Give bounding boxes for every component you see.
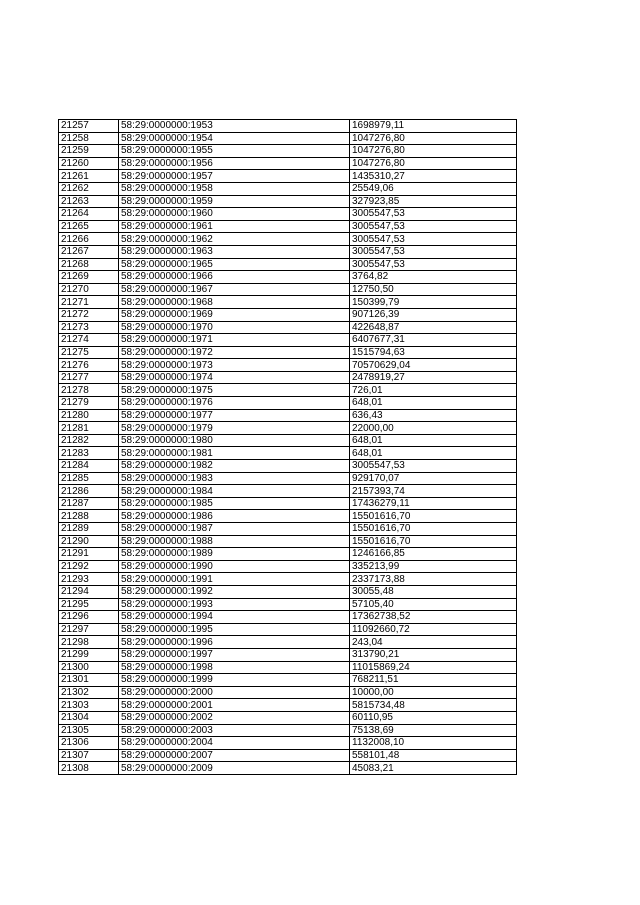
value-cell: 22000,00	[350, 422, 517, 435]
cadastral-number-cell: 58:29:0000000:1984	[119, 485, 350, 498]
row-number-cell: 21272	[59, 308, 119, 321]
table-row	[59, 699, 517, 712]
table-row	[59, 271, 517, 284]
cadastral-number-cell: 58:29:0000000:1977	[119, 409, 350, 422]
row-number-cell: 21305	[59, 724, 119, 737]
cadastral-number-cell: 58:29:0000000:1983	[119, 472, 350, 485]
table-row	[59, 170, 517, 183]
cadastral-number-cell: 58:29:0000000:1963	[119, 245, 350, 258]
row-number-cell: 21285	[59, 472, 119, 485]
cadastral-number-cell: 58:29:0000000:1966	[119, 271, 350, 284]
row-number-cell: 21279	[59, 397, 119, 410]
value-cell: 6407677,31	[350, 334, 517, 347]
row-number-cell: 21293	[59, 573, 119, 586]
cadastral-number-cell: 58:29:0000000:1998	[119, 661, 350, 674]
row-number-cell: 21264	[59, 208, 119, 221]
cadastral-number-cell: 58:29:0000000:1961	[119, 220, 350, 233]
table-row	[59, 636, 517, 649]
row-number-cell: 21308	[59, 762, 119, 775]
table-row	[59, 195, 517, 208]
table-row	[59, 157, 517, 170]
table-row	[59, 409, 517, 422]
value-cell: 313790,21	[350, 648, 517, 661]
cadastral-number-cell: 58:29:0000000:1995	[119, 623, 350, 636]
value-cell: 327923,85	[350, 195, 517, 208]
value-cell: 929170,07	[350, 472, 517, 485]
value-cell: 2337173,88	[350, 573, 517, 586]
cadastral-number-cell: 58:29:0000000:2003	[119, 724, 350, 737]
row-number-cell: 21266	[59, 233, 119, 246]
cadastral-number-cell: 58:29:0000000:1982	[119, 460, 350, 473]
row-number-cell: 21261	[59, 170, 119, 183]
row-number-cell: 21292	[59, 560, 119, 573]
table-row	[59, 120, 517, 133]
table-row	[59, 245, 517, 258]
table-row	[59, 573, 517, 586]
value-cell: 422648,87	[350, 321, 517, 334]
table-row	[59, 749, 517, 762]
row-number-cell: 21306	[59, 737, 119, 750]
table-row	[59, 485, 517, 498]
cadastral-number-cell: 58:29:0000000:1955	[119, 145, 350, 158]
table-row	[59, 460, 517, 473]
row-number-cell: 21291	[59, 548, 119, 561]
row-number-cell: 21303	[59, 699, 119, 712]
value-cell: 57105,40	[350, 598, 517, 611]
value-cell: 636,43	[350, 409, 517, 422]
value-cell: 1047276,80	[350, 145, 517, 158]
table-row	[59, 283, 517, 296]
table-row	[59, 472, 517, 485]
table-row	[59, 724, 517, 737]
row-number-cell: 21298	[59, 636, 119, 649]
value-cell: 558101,48	[350, 749, 517, 762]
row-number-cell: 21294	[59, 585, 119, 598]
table-row	[59, 145, 517, 158]
cadastral-value-table	[58, 119, 517, 775]
row-number-cell: 21274	[59, 334, 119, 347]
cadastral-number-cell: 58:29:0000000:1999	[119, 674, 350, 687]
cadastral-number-cell: 58:29:0000000:2001	[119, 699, 350, 712]
row-number-cell: 21304	[59, 711, 119, 724]
table-row	[59, 674, 517, 687]
row-number-cell: 21302	[59, 686, 119, 699]
value-cell: 15501616,70	[350, 510, 517, 523]
row-number-cell: 21296	[59, 611, 119, 624]
table-row	[59, 762, 517, 775]
table-row	[59, 182, 517, 195]
cadastral-number-cell: 58:29:0000000:1960	[119, 208, 350, 221]
value-cell: 648,01	[350, 397, 517, 410]
table-body	[59, 120, 517, 775]
table-row	[59, 384, 517, 397]
cadastral-number-cell: 58:29:0000000:1953	[119, 120, 350, 133]
row-number-cell: 21278	[59, 384, 119, 397]
row-number-cell: 21277	[59, 371, 119, 384]
row-number-cell: 21301	[59, 674, 119, 687]
table-row	[59, 623, 517, 636]
row-number-cell: 21280	[59, 409, 119, 422]
row-number-cell: 21297	[59, 623, 119, 636]
cadastral-number-cell: 58:29:0000000:1993	[119, 598, 350, 611]
cadastral-number-cell: 58:29:0000000:1974	[119, 371, 350, 384]
table-row	[59, 661, 517, 674]
cadastral-number-cell: 58:29:0000000:1990	[119, 560, 350, 573]
row-number-cell: 21289	[59, 523, 119, 536]
value-cell: 60110,95	[350, 711, 517, 724]
table-row	[59, 711, 517, 724]
value-cell: 1515794,63	[350, 346, 517, 359]
table-row	[59, 346, 517, 359]
value-cell: 3005547,53	[350, 220, 517, 233]
value-cell: 243,04	[350, 636, 517, 649]
table-row	[59, 308, 517, 321]
value-cell: 25549,06	[350, 182, 517, 195]
table-row	[59, 334, 517, 347]
cadastral-number-cell: 58:29:0000000:2002	[119, 711, 350, 724]
table-row	[59, 548, 517, 561]
row-number-cell: 21287	[59, 497, 119, 510]
table-row	[59, 371, 517, 384]
table-row	[59, 208, 517, 221]
table-row	[59, 560, 517, 573]
cadastral-number-cell: 58:29:0000000:1957	[119, 170, 350, 183]
cadastral-number-cell: 58:29:0000000:1981	[119, 447, 350, 460]
row-number-cell: 21265	[59, 220, 119, 233]
value-cell: 648,01	[350, 447, 517, 460]
row-number-cell: 21268	[59, 258, 119, 271]
table-row	[59, 132, 517, 145]
value-cell: 1047276,80	[350, 157, 517, 170]
cadastral-number-cell: 58:29:0000000:1972	[119, 346, 350, 359]
table-row	[59, 648, 517, 661]
row-number-cell: 21262	[59, 182, 119, 195]
cadastral-number-cell: 58:29:0000000:1971	[119, 334, 350, 347]
value-cell: 1246166,85	[350, 548, 517, 561]
table-row	[59, 585, 517, 598]
row-number-cell: 21271	[59, 296, 119, 309]
value-cell: 1132008,10	[350, 737, 517, 750]
row-number-cell: 21273	[59, 321, 119, 334]
table-row	[59, 535, 517, 548]
row-number-cell: 21276	[59, 359, 119, 372]
table-row	[59, 447, 517, 460]
value-cell: 3005547,53	[350, 460, 517, 473]
value-cell: 15501616,70	[350, 535, 517, 548]
value-cell: 1435310,27	[350, 170, 517, 183]
row-number-cell: 21263	[59, 195, 119, 208]
table-row	[59, 233, 517, 246]
cadastral-number-cell: 58:29:0000000:1958	[119, 182, 350, 195]
row-number-cell: 21259	[59, 145, 119, 158]
row-number-cell: 21257	[59, 120, 119, 133]
value-cell: 2157393,74	[350, 485, 517, 498]
value-cell: 2478919,27	[350, 371, 517, 384]
table-row	[59, 523, 517, 536]
cadastral-number-cell: 58:29:0000000:1996	[119, 636, 350, 649]
cadastral-number-cell: 58:29:0000000:1956	[119, 157, 350, 170]
row-number-cell: 21270	[59, 283, 119, 296]
cadastral-number-cell: 58:29:0000000:1985	[119, 497, 350, 510]
cadastral-number-cell: 58:29:0000000:1992	[119, 585, 350, 598]
value-cell: 1047276,80	[350, 132, 517, 145]
cadastral-number-cell: 58:29:0000000:2009	[119, 762, 350, 775]
value-cell: 1698979,11	[350, 120, 517, 133]
row-number-cell: 21260	[59, 157, 119, 170]
value-cell: 11015869,24	[350, 661, 517, 674]
cadastral-number-cell: 58:29:0000000:1954	[119, 132, 350, 145]
value-cell: 30055,48	[350, 585, 517, 598]
cadastral-number-cell: 58:29:0000000:1991	[119, 573, 350, 586]
table-row	[59, 611, 517, 624]
row-number-cell: 21307	[59, 749, 119, 762]
value-cell: 907126,39	[350, 308, 517, 321]
cadastral-number-cell: 58:29:0000000:2004	[119, 737, 350, 750]
value-cell: 17436279,11	[350, 497, 517, 510]
cadastral-number-cell: 58:29:0000000:1997	[119, 648, 350, 661]
cadastral-number-cell: 58:29:0000000:1973	[119, 359, 350, 372]
table-row	[59, 321, 517, 334]
cadastral-number-cell: 58:29:0000000:1967	[119, 283, 350, 296]
row-number-cell: 21288	[59, 510, 119, 523]
value-cell: 768211,51	[350, 674, 517, 687]
table-row	[59, 434, 517, 447]
value-cell: 3005547,53	[350, 245, 517, 258]
cadastral-number-cell: 58:29:0000000:1968	[119, 296, 350, 309]
table-row	[59, 258, 517, 271]
row-number-cell: 21286	[59, 485, 119, 498]
table-row	[59, 296, 517, 309]
table-row	[59, 422, 517, 435]
cadastral-number-cell: 58:29:0000000:1988	[119, 535, 350, 548]
table-row	[59, 598, 517, 611]
table-row	[59, 737, 517, 750]
row-number-cell: 21300	[59, 661, 119, 674]
value-cell: 11092660,72	[350, 623, 517, 636]
table-row	[59, 497, 517, 510]
table-row	[59, 510, 517, 523]
cadastral-number-cell: 58:29:0000000:1969	[119, 308, 350, 321]
value-cell: 726,01	[350, 384, 517, 397]
row-number-cell: 21283	[59, 447, 119, 460]
value-cell: 10000,00	[350, 686, 517, 699]
value-cell: 335213,99	[350, 560, 517, 573]
row-number-cell: 21258	[59, 132, 119, 145]
table-row	[59, 359, 517, 372]
cadastral-number-cell: 58:29:0000000:1975	[119, 384, 350, 397]
value-cell: 17362738,52	[350, 611, 517, 624]
cadastral-number-cell: 58:29:0000000:2000	[119, 686, 350, 699]
cadastral-number-cell: 58:29:0000000:1976	[119, 397, 350, 410]
value-cell: 75138,69	[350, 724, 517, 737]
row-number-cell: 21267	[59, 245, 119, 258]
table-row	[59, 397, 517, 410]
cadastral-number-cell: 58:29:0000000:2007	[119, 749, 350, 762]
row-number-cell: 21299	[59, 648, 119, 661]
value-cell: 3005547,53	[350, 208, 517, 221]
value-cell: 3764,82	[350, 271, 517, 284]
row-number-cell: 21290	[59, 535, 119, 548]
cadastral-number-cell: 58:29:0000000:1994	[119, 611, 350, 624]
value-cell: 5815734,48	[350, 699, 517, 712]
cadastral-number-cell: 58:29:0000000:1965	[119, 258, 350, 271]
table-row	[59, 220, 517, 233]
cadastral-number-cell: 58:29:0000000:1987	[119, 523, 350, 536]
cadastral-number-cell: 58:29:0000000:1959	[119, 195, 350, 208]
value-cell: 12750,50	[350, 283, 517, 296]
cadastral-number-cell: 58:29:0000000:1962	[119, 233, 350, 246]
value-cell: 3005547,53	[350, 258, 517, 271]
cadastral-number-cell: 58:29:0000000:1980	[119, 434, 350, 447]
row-number-cell: 21284	[59, 460, 119, 473]
value-cell: 15501616,70	[350, 523, 517, 536]
row-number-cell: 21281	[59, 422, 119, 435]
table-row	[59, 686, 517, 699]
value-cell: 648,01	[350, 434, 517, 447]
cadastral-number-cell: 58:29:0000000:1989	[119, 548, 350, 561]
value-cell: 70570629,04	[350, 359, 517, 372]
row-number-cell: 21295	[59, 598, 119, 611]
row-number-cell: 21269	[59, 271, 119, 284]
value-cell: 3005547,53	[350, 233, 517, 246]
cadastral-number-cell: 58:29:0000000:1986	[119, 510, 350, 523]
value-cell: 45083,21	[350, 762, 517, 775]
row-number-cell: 21275	[59, 346, 119, 359]
cadastral-number-cell: 58:29:0000000:1979	[119, 422, 350, 435]
row-number-cell: 21282	[59, 434, 119, 447]
value-cell: 150399,79	[350, 296, 517, 309]
cadastral-number-cell: 58:29:0000000:1970	[119, 321, 350, 334]
